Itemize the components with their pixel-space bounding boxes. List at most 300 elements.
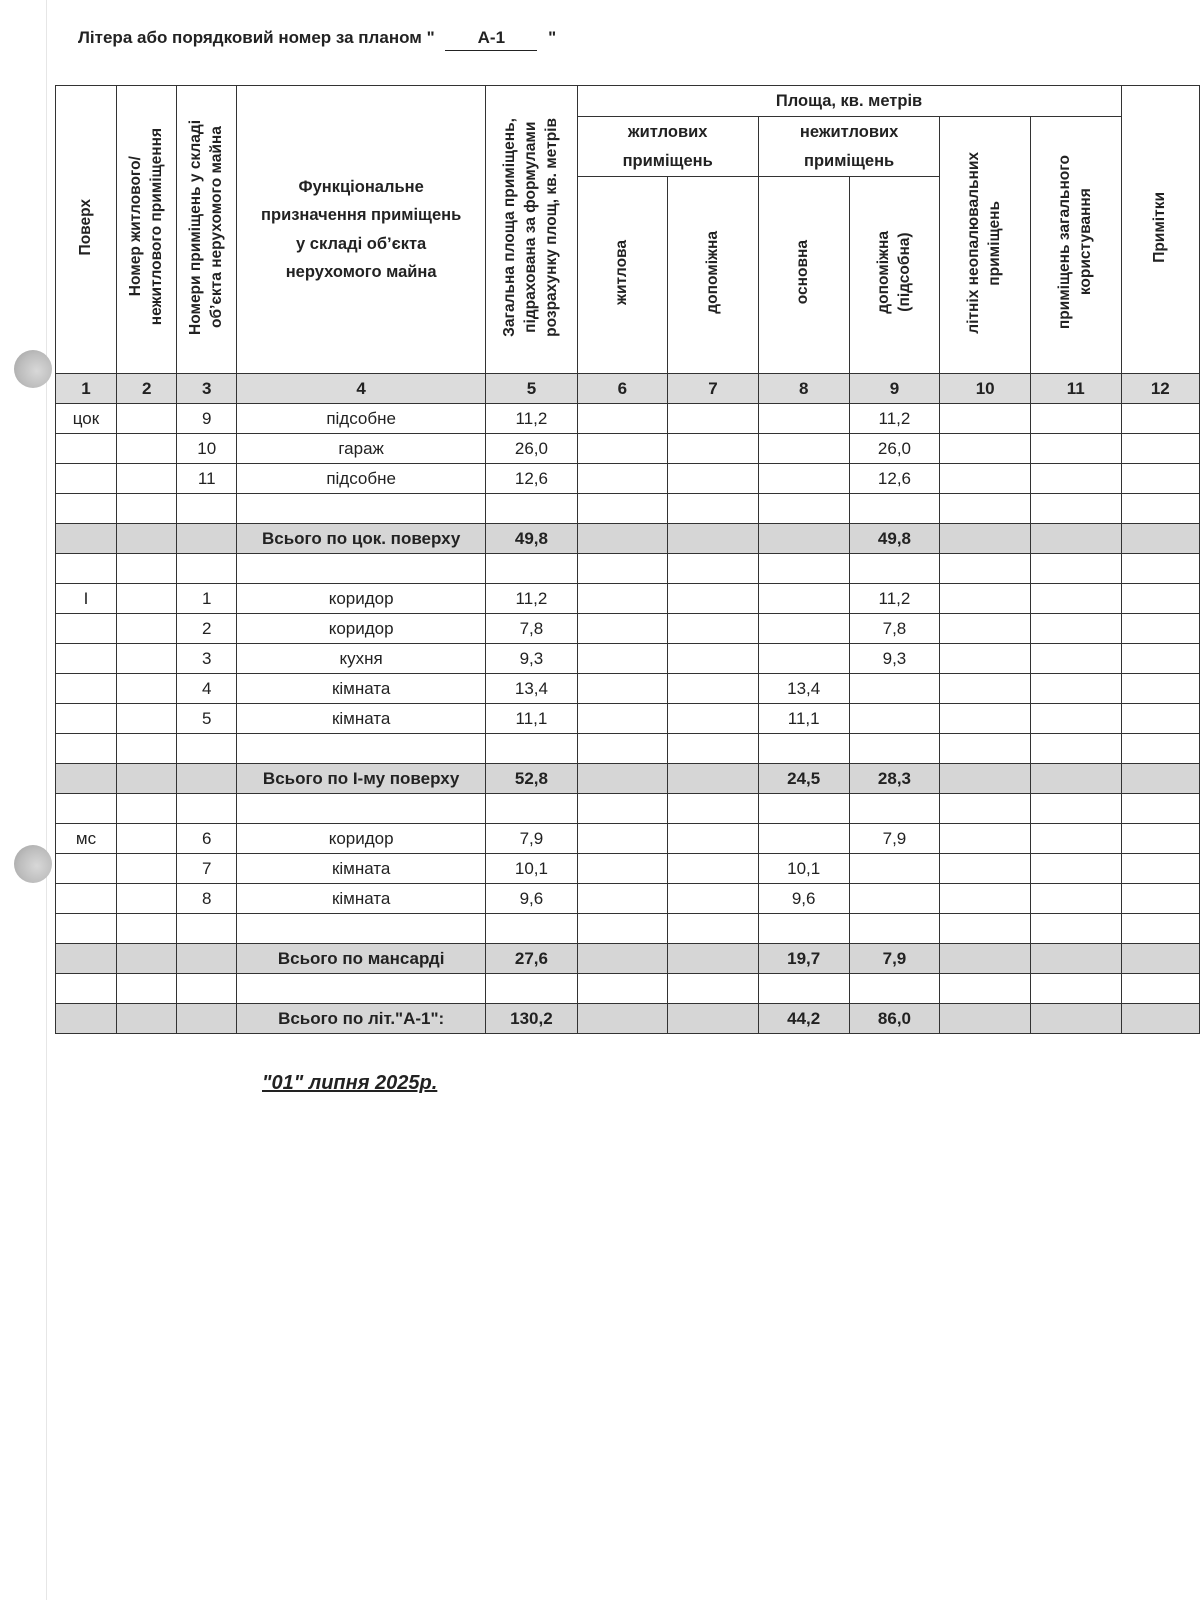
unit-cell [117, 734, 177, 764]
area-group-header: Площа, кв. метрів [577, 86, 1121, 117]
total-area-cell: 130,2 [486, 1004, 577, 1034]
common-use-cell [1030, 524, 1121, 554]
summer-cell [940, 704, 1031, 734]
total-area-cell: 52,8 [486, 764, 577, 794]
table-row [56, 824, 1200, 854]
unit-cell [117, 794, 177, 824]
unit-cell [117, 1004, 177, 1034]
room-number-cell [177, 494, 237, 524]
col-floor-header: Поверх [56, 86, 117, 374]
common-use-cell [1030, 794, 1121, 824]
purpose-cell [236, 914, 485, 944]
residential-aux-cell [668, 494, 759, 524]
floor-cell [56, 704, 117, 734]
total-area-cell [486, 734, 577, 764]
column-number: 6 [577, 374, 668, 404]
total-area-cell: 9,3 [486, 644, 577, 674]
main-area-cell [758, 464, 849, 494]
residential-aux-cell [668, 974, 759, 1004]
main-area-cell: 44,2 [758, 1004, 849, 1034]
utility-area-cell: 7,9 [849, 944, 940, 974]
utility-area-cell: 86,0 [849, 1004, 940, 1034]
col-unit-number-header: Номер житлового/ нежитлового приміщення [117, 86, 177, 374]
room-number-cell [177, 734, 237, 764]
utility-area-cell [849, 794, 940, 824]
common-use-cell [1030, 764, 1121, 794]
notes-cell [1121, 404, 1199, 434]
column-number: 5 [486, 374, 577, 404]
notes-cell [1121, 884, 1199, 914]
room-number-cell: 5 [177, 704, 237, 734]
column-number: 10 [940, 374, 1031, 404]
room-number-cell: 8 [177, 884, 237, 914]
living-cell [577, 674, 668, 704]
col-main-header: основна [758, 177, 849, 374]
total-area-cell: 11,2 [486, 404, 577, 434]
room-number-cell [177, 914, 237, 944]
notes-cell [1121, 824, 1199, 854]
notes-cell [1121, 704, 1199, 734]
total-row [56, 944, 1200, 974]
total-row [56, 764, 1200, 794]
floor-cell [56, 1004, 117, 1034]
purpose-cell [236, 794, 485, 824]
notes-cell [1121, 494, 1199, 524]
main-area-cell [758, 404, 849, 434]
table-row [56, 644, 1200, 674]
column-number: 12 [1121, 374, 1199, 404]
main-area-cell: 13,4 [758, 674, 849, 704]
floor-cell [56, 734, 117, 764]
table-row [56, 554, 1200, 584]
header-label: Літера або порядковий номер за планом [78, 28, 422, 47]
room-number-cell: 10 [177, 434, 237, 464]
summer-cell [940, 794, 1031, 824]
table-row [56, 494, 1200, 524]
table-row [56, 614, 1200, 644]
col-living-header: житлова [577, 177, 668, 374]
floor-cell: мс [56, 824, 117, 854]
common-use-cell [1030, 854, 1121, 884]
unit-cell [117, 584, 177, 614]
utility-area-cell [849, 884, 940, 914]
main-area-cell: 9,6 [758, 884, 849, 914]
main-area-cell: 11,1 [758, 704, 849, 734]
purpose-cell: Всього по цок. поверху [236, 524, 485, 554]
room-number-cell: 11 [177, 464, 237, 494]
column-number: 9 [849, 374, 940, 404]
purpose-cell: кімната [236, 884, 485, 914]
purpose-cell: підсобне [236, 404, 485, 434]
purpose-cell [236, 494, 485, 524]
col-notes-header: Примітки [1121, 86, 1199, 374]
total-area-cell: 11,1 [486, 704, 577, 734]
floor-cell [56, 524, 117, 554]
room-number-cell [177, 944, 237, 974]
table-row [56, 434, 1200, 464]
residential-aux-cell [668, 644, 759, 674]
living-cell [577, 494, 668, 524]
notes-cell [1121, 524, 1199, 554]
column-number-row [56, 374, 1200, 404]
common-use-cell [1030, 464, 1121, 494]
summer-cell [940, 524, 1031, 554]
notes-cell [1121, 644, 1199, 674]
nonresidential-group-header: нежитлових приміщень [758, 117, 940, 177]
col-summer-unheated-header: літніх неопалювальних приміщень [940, 117, 1031, 374]
residential-aux-cell [668, 554, 759, 584]
floor-cell [56, 854, 117, 884]
unit-cell [117, 884, 177, 914]
notes-cell [1121, 1004, 1199, 1034]
main-area-cell [758, 644, 849, 674]
main-area-cell [758, 794, 849, 824]
utility-area-cell [849, 494, 940, 524]
total-area-cell: 26,0 [486, 434, 577, 464]
summer-cell [940, 824, 1031, 854]
building-letter: А-1 [445, 28, 537, 51]
punch-hole [14, 350, 52, 388]
purpose-cell: кімната [236, 674, 485, 704]
residential-aux-cell [668, 434, 759, 464]
floor-cell [56, 674, 117, 704]
room-number-cell: 3 [177, 644, 237, 674]
unit-cell [117, 554, 177, 584]
utility-area-cell [849, 674, 940, 704]
total-area-cell: 49,8 [486, 524, 577, 554]
living-cell [577, 434, 668, 464]
total-area-cell: 9,6 [486, 884, 577, 914]
purpose-cell [236, 974, 485, 1004]
total-area-cell: 12,6 [486, 464, 577, 494]
table-row [56, 464, 1200, 494]
summer-cell [940, 1004, 1031, 1034]
living-cell [577, 554, 668, 584]
table-row [56, 704, 1200, 734]
room-number-cell: 2 [177, 614, 237, 644]
column-number: 11 [1030, 374, 1121, 404]
living-cell [577, 704, 668, 734]
notes-cell [1121, 944, 1199, 974]
main-area-cell [758, 554, 849, 584]
main-area-cell [758, 524, 849, 554]
purpose-cell: кімната [236, 854, 485, 884]
utility-area-cell: 7,8 [849, 614, 940, 644]
purpose-cell: коридор [236, 824, 485, 854]
room-number-cell: 4 [177, 674, 237, 704]
purpose-cell: підсобне [236, 464, 485, 494]
floor-cell: цок [56, 404, 117, 434]
total-area-cell: 27,6 [486, 944, 577, 974]
room-number-cell: 6 [177, 824, 237, 854]
common-use-cell [1030, 554, 1121, 584]
main-area-cell: 10,1 [758, 854, 849, 884]
utility-area-cell: 9,3 [849, 644, 940, 674]
living-cell [577, 584, 668, 614]
room-number-cell [177, 554, 237, 584]
total-area-cell: 7,9 [486, 824, 577, 854]
floor-cell [56, 464, 117, 494]
room-number-cell: 7 [177, 854, 237, 884]
utility-area-cell: 26,0 [849, 434, 940, 464]
unit-cell [117, 494, 177, 524]
notes-cell [1121, 794, 1199, 824]
utility-area-cell [849, 914, 940, 944]
purpose-cell: Всього по І-му поверху [236, 764, 485, 794]
unit-cell [117, 404, 177, 434]
notes-cell [1121, 674, 1199, 704]
floor-cell [56, 494, 117, 524]
total-area-cell: 10,1 [486, 854, 577, 884]
document-header [78, 28, 556, 51]
floor-cell [56, 884, 117, 914]
summer-cell [940, 614, 1031, 644]
residential-aux-cell [668, 884, 759, 914]
common-use-cell [1030, 734, 1121, 764]
common-use-cell [1030, 644, 1121, 674]
residential-aux-cell [668, 824, 759, 854]
residential-aux-cell [668, 584, 759, 614]
purpose-cell [236, 554, 485, 584]
floor-cell [56, 794, 117, 824]
purpose-cell [236, 734, 485, 764]
unit-cell [117, 854, 177, 884]
table-row [56, 584, 1200, 614]
utility-area-cell [849, 734, 940, 764]
col-utility-header: допоміжна (підсобна) [849, 177, 940, 374]
total-area-cell: 13,4 [486, 674, 577, 704]
main-area-cell [758, 434, 849, 464]
main-area-cell [758, 914, 849, 944]
unit-cell [117, 674, 177, 704]
col-purpose-header: Функціональне призначення приміщень у складі об’єкта нерухомого майна [236, 86, 485, 374]
purpose-cell: кухня [236, 644, 485, 674]
notes-cell [1121, 434, 1199, 464]
total-area-cell [486, 914, 577, 944]
unit-cell [117, 704, 177, 734]
summer-cell [940, 404, 1031, 434]
unit-cell [117, 824, 177, 854]
floor-cell [56, 614, 117, 644]
unit-cell [117, 524, 177, 554]
notes-cell [1121, 614, 1199, 644]
purpose-cell: кімната [236, 704, 485, 734]
common-use-cell [1030, 704, 1121, 734]
table-row [56, 794, 1200, 824]
residential-aux-cell [668, 464, 759, 494]
common-use-cell [1030, 404, 1121, 434]
column-number: 2 [117, 374, 177, 404]
table-row [56, 734, 1200, 764]
room-number-cell [177, 1004, 237, 1034]
total-area-cell [486, 974, 577, 1004]
summer-cell [940, 914, 1031, 944]
table-row [56, 404, 1200, 434]
unit-cell [117, 944, 177, 974]
common-use-cell [1030, 674, 1121, 704]
room-number-cell: 1 [177, 584, 237, 614]
utility-area-cell: 11,2 [849, 404, 940, 434]
residential-aux-cell [668, 854, 759, 884]
floor-cell [56, 974, 117, 1004]
utility-area-cell [849, 974, 940, 1004]
main-area-cell: 19,7 [758, 944, 849, 974]
common-use-cell [1030, 494, 1121, 524]
total-row [56, 1004, 1200, 1034]
column-number: 7 [668, 374, 759, 404]
summer-cell [940, 554, 1031, 584]
total-area-cell: 7,8 [486, 614, 577, 644]
summer-cell [940, 944, 1031, 974]
main-area-cell [758, 494, 849, 524]
column-number: 1 [56, 374, 117, 404]
summer-cell [940, 764, 1031, 794]
residential-aux-cell [668, 1004, 759, 1034]
notes-cell [1121, 974, 1199, 1004]
column-number: 8 [758, 374, 849, 404]
table-body [56, 404, 1200, 1034]
room-number-cell [177, 794, 237, 824]
residential-aux-cell [668, 524, 759, 554]
floor-cell [56, 944, 117, 974]
total-area-cell: 11,2 [486, 584, 577, 614]
main-area-cell [758, 614, 849, 644]
common-use-cell [1030, 884, 1121, 914]
living-cell [577, 734, 668, 764]
main-area-cell: 24,5 [758, 764, 849, 794]
table-row [56, 974, 1200, 1004]
notes-cell [1121, 554, 1199, 584]
summer-cell [940, 974, 1031, 1004]
utility-area-cell [849, 554, 940, 584]
summer-cell [940, 734, 1031, 764]
living-cell [577, 614, 668, 644]
purpose-cell: Всього по літ."А-1": [236, 1004, 485, 1034]
main-area-cell [758, 734, 849, 764]
table-row [56, 884, 1200, 914]
residential-aux-cell [668, 734, 759, 764]
notes-cell [1121, 464, 1199, 494]
common-use-cell [1030, 944, 1121, 974]
utility-area-cell: 7,9 [849, 824, 940, 854]
living-cell [577, 764, 668, 794]
summer-cell [940, 584, 1031, 614]
main-area-cell [758, 974, 849, 1004]
unit-cell [117, 434, 177, 464]
residential-aux-cell [668, 404, 759, 434]
residential-aux-cell [668, 674, 759, 704]
summer-cell [940, 854, 1031, 884]
utility-area-cell [849, 854, 940, 884]
common-use-cell [1030, 914, 1121, 944]
living-cell [577, 824, 668, 854]
notes-cell [1121, 734, 1199, 764]
living-cell [577, 524, 668, 554]
floor-cell [56, 434, 117, 464]
utility-area-cell: 12,6 [849, 464, 940, 494]
living-cell [577, 974, 668, 1004]
summer-cell [940, 494, 1031, 524]
living-cell [577, 464, 668, 494]
unit-cell [117, 644, 177, 674]
living-cell [577, 644, 668, 674]
unit-cell [117, 464, 177, 494]
unit-cell [117, 614, 177, 644]
living-cell [577, 1004, 668, 1034]
main-area-cell [758, 584, 849, 614]
purpose-cell: коридор [236, 614, 485, 644]
residential-aux-cell [668, 614, 759, 644]
notes-cell [1121, 914, 1199, 944]
summer-cell [940, 674, 1031, 704]
living-cell [577, 794, 668, 824]
notes-cell [1121, 854, 1199, 884]
summer-cell [940, 644, 1031, 674]
document-date: "01" липня 2025р. [262, 1072, 438, 1094]
residential-aux-cell [668, 794, 759, 824]
living-cell [577, 914, 668, 944]
total-area-cell [486, 494, 577, 524]
common-use-cell [1030, 824, 1121, 854]
table-row [56, 914, 1200, 944]
utility-area-cell: 49,8 [849, 524, 940, 554]
living-cell [577, 854, 668, 884]
total-area-cell [486, 554, 577, 584]
punch-hole [14, 845, 52, 883]
page-left-edge [46, 0, 47, 1600]
floor-cell [56, 764, 117, 794]
common-use-cell [1030, 434, 1121, 464]
common-use-cell [1030, 974, 1121, 1004]
utility-area-cell: 28,3 [849, 764, 940, 794]
living-cell [577, 944, 668, 974]
total-row [56, 524, 1200, 554]
summer-cell [940, 434, 1031, 464]
room-number-cell: 9 [177, 404, 237, 434]
floor-cell: І [56, 584, 117, 614]
floor-cell [56, 914, 117, 944]
living-cell [577, 404, 668, 434]
floor-cell [56, 554, 117, 584]
floor-cell [56, 644, 117, 674]
summer-cell [940, 884, 1031, 914]
area-explication-table [55, 85, 1200, 1034]
column-number: 3 [177, 374, 237, 404]
summer-cell [940, 464, 1031, 494]
unit-cell [117, 914, 177, 944]
residential-aux-cell [668, 704, 759, 734]
main-area-cell [758, 824, 849, 854]
residential-aux-cell [668, 764, 759, 794]
close-quote: " [548, 28, 557, 47]
total-area-cell [486, 794, 577, 824]
col-room-numbers-header: Номери приміщень у складі об’єкта нерухомого майна [177, 86, 237, 374]
living-cell [577, 884, 668, 914]
common-use-cell [1030, 1004, 1121, 1034]
purpose-cell: Всього по мансарді [236, 944, 485, 974]
col-total-area-header: Загальна площа приміщень, підрахована за формулами розрахунку площ, кв. метрів [486, 86, 577, 374]
utility-area-cell: 11,2 [849, 584, 940, 614]
room-number-cell [177, 974, 237, 1004]
table-row [56, 674, 1200, 704]
common-use-cell [1030, 614, 1121, 644]
utility-area-cell [849, 704, 940, 734]
residential-group-header: житлових приміщень [577, 117, 758, 177]
notes-cell [1121, 584, 1199, 614]
purpose-cell: гараж [236, 434, 485, 464]
residential-aux-cell [668, 914, 759, 944]
room-number-cell [177, 764, 237, 794]
